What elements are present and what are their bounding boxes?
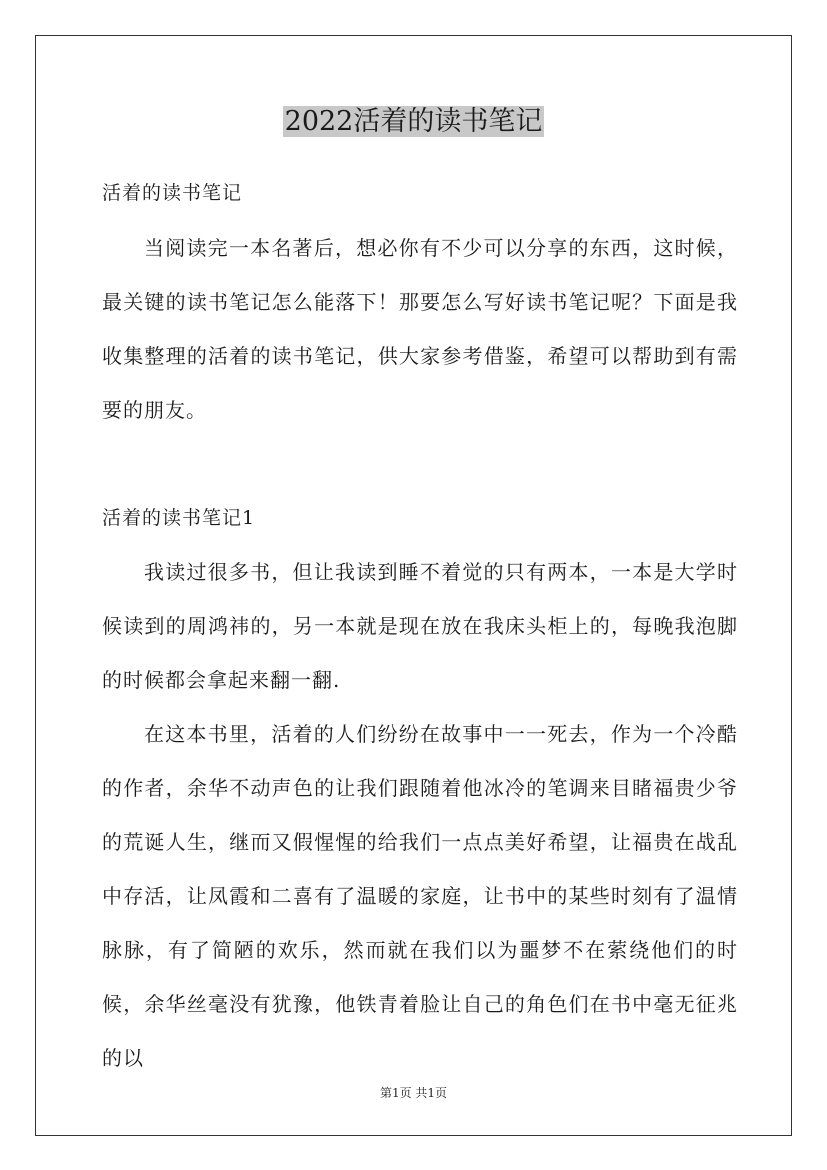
intro-paragraph: 当阅读完一本名著后，想必你有不少可以分享的东西，这时候，最关键的读书笔记怎么能落下！那要怎么写好读书笔记呢？下面是我收集整理的活着的读书笔记，供大家参考借鉴，希望可以帮助到有需要的朋友。 (102, 236, 738, 422)
section1-paragraph-2: 在这本书里，活着的人们纷纷在故事中一一死去，作为一个冷酷的作者，余华不动声色的让我们跟随着他冰冷的笔调来目睹福贵少爷的荒诞人生，继而又假惺惺的给我们一点点美好希望，让福贵在战乱中存活，让凤霞和二喜有了温暖的家庭，让书中的某些时刻有了温情脉脉，有了简陋的欢乐，然而就在我们以为噩梦不在萦绕他们的时候，余华丝毫没有犹豫，他铁青着脸让自己的角色们在书中毫无征兆的以 (102, 722, 738, 1070)
section1-paragraph-1: 我读过很多书，但让我读到睡不着觉的只有两本，一本是大学时候读到的周鸿祎的，另一本就是现在放在我床头柜上的，每晚我泡脚的时候都会拿起来翻一翻. (102, 560, 738, 692)
document-title-text: 2022活着的读书笔记 (284, 106, 543, 137)
page-footer (0, 1084, 827, 1101)
intro-heading: 活着的读书笔记 (102, 182, 243, 204)
section1-heading: 活着的读书笔记1 (102, 507, 256, 529)
page-number: 第1页 共1页 (379, 1086, 448, 1100)
document-title (0, 100, 827, 144)
